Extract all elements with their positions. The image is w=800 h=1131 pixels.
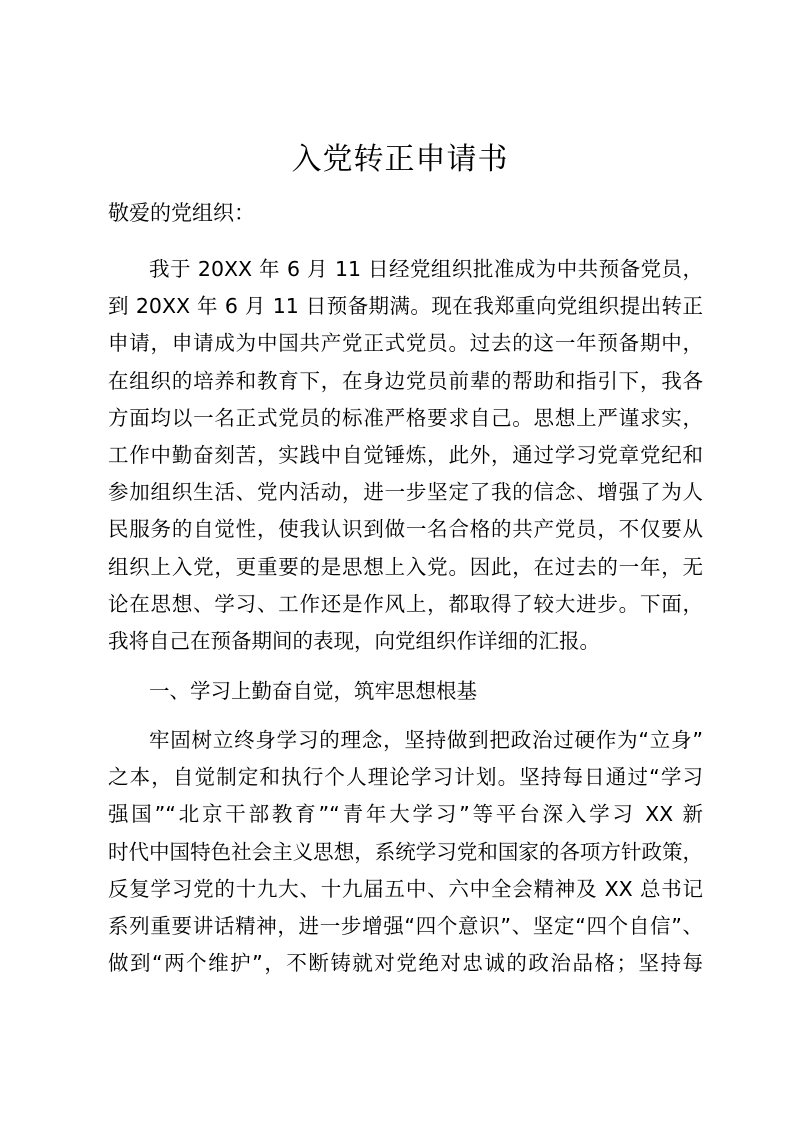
paragraph-line: 组织上入党，更重要的是思想上入党。因此，在过去的一年，无 [108, 554, 703, 579]
paragraph-line: 工作中勤奋刻苦，实践中自觉锤炼，此外，通过学习党章党纪和 [108, 443, 703, 468]
paragraph-line: 时代中国特色社会主义思想，系统学习党和国家的各项方针政策， [108, 839, 703, 864]
salutation: 敬爱的党组织： [108, 201, 255, 225]
paragraph-line: 到 20XX 年 6 月 11 日预备期满。现在我郑重向党组织提出转正 [108, 294, 703, 319]
paragraph-line: 牢固树立终身学习的理念，坚持做到把政治过硬作为“立身” [149, 728, 703, 752]
paragraph-line: 之本，自觉制定和执行个人理论学习计划。坚持每日通过“学习 [108, 765, 703, 790]
paragraph-line: 在组织的培养和教育下，在身边党员前辈的帮助和指引下，我各 [108, 368, 703, 393]
paragraph-line: 方面均以一名正式党员的标准严格要求自己。思想上严谨求实， [108, 405, 703, 430]
paragraph-line: 做到“两个维护”，不断铸就对党绝对忠诚的政治品格；坚持每 [108, 951, 703, 976]
paragraph-line: 系列重要讲话精神，进一步增强“四个意识”、坚定“四个自信”、 [108, 914, 703, 939]
paragraph-line: 申请，申请成为中国共产党正式党员。过去的这一年预备期中， [108, 331, 703, 356]
paragraph-line: 我将自己在预备期间的表现，向党组织作详细的汇报。 [108, 629, 600, 654]
paragraph-line: 民服务的自觉性，使我认识到做一名合格的共产党员，不仅要从 [108, 517, 703, 542]
document-title: 入党转正申请书 [291, 142, 509, 177]
paragraph-intro [108, 251, 703, 660]
paragraph-line: 反复学习党的十九大、十九届五中、六中全会精神及 XX 总书记 [108, 876, 703, 901]
paragraph-line: 强国”“北京干部教育”“青年大学习”等平台深入学习 XX 新 [108, 802, 703, 827]
paragraph-line: 论在思想、学习、工作还是作风上，都取得了较大进步。下面， [108, 591, 703, 616]
paragraph-line: 参加组织生活、党内活动，进一步坚定了我的信念、增强了为人 [108, 480, 703, 505]
section-heading: 一、学习上勤奋自觉，筑牢思想根基 [149, 679, 477, 703]
paragraph-line: 我于 20XX 年 6 月 11 日经党组织批准成为中共预备党员， [149, 257, 703, 281]
paragraph-study [108, 722, 703, 982]
